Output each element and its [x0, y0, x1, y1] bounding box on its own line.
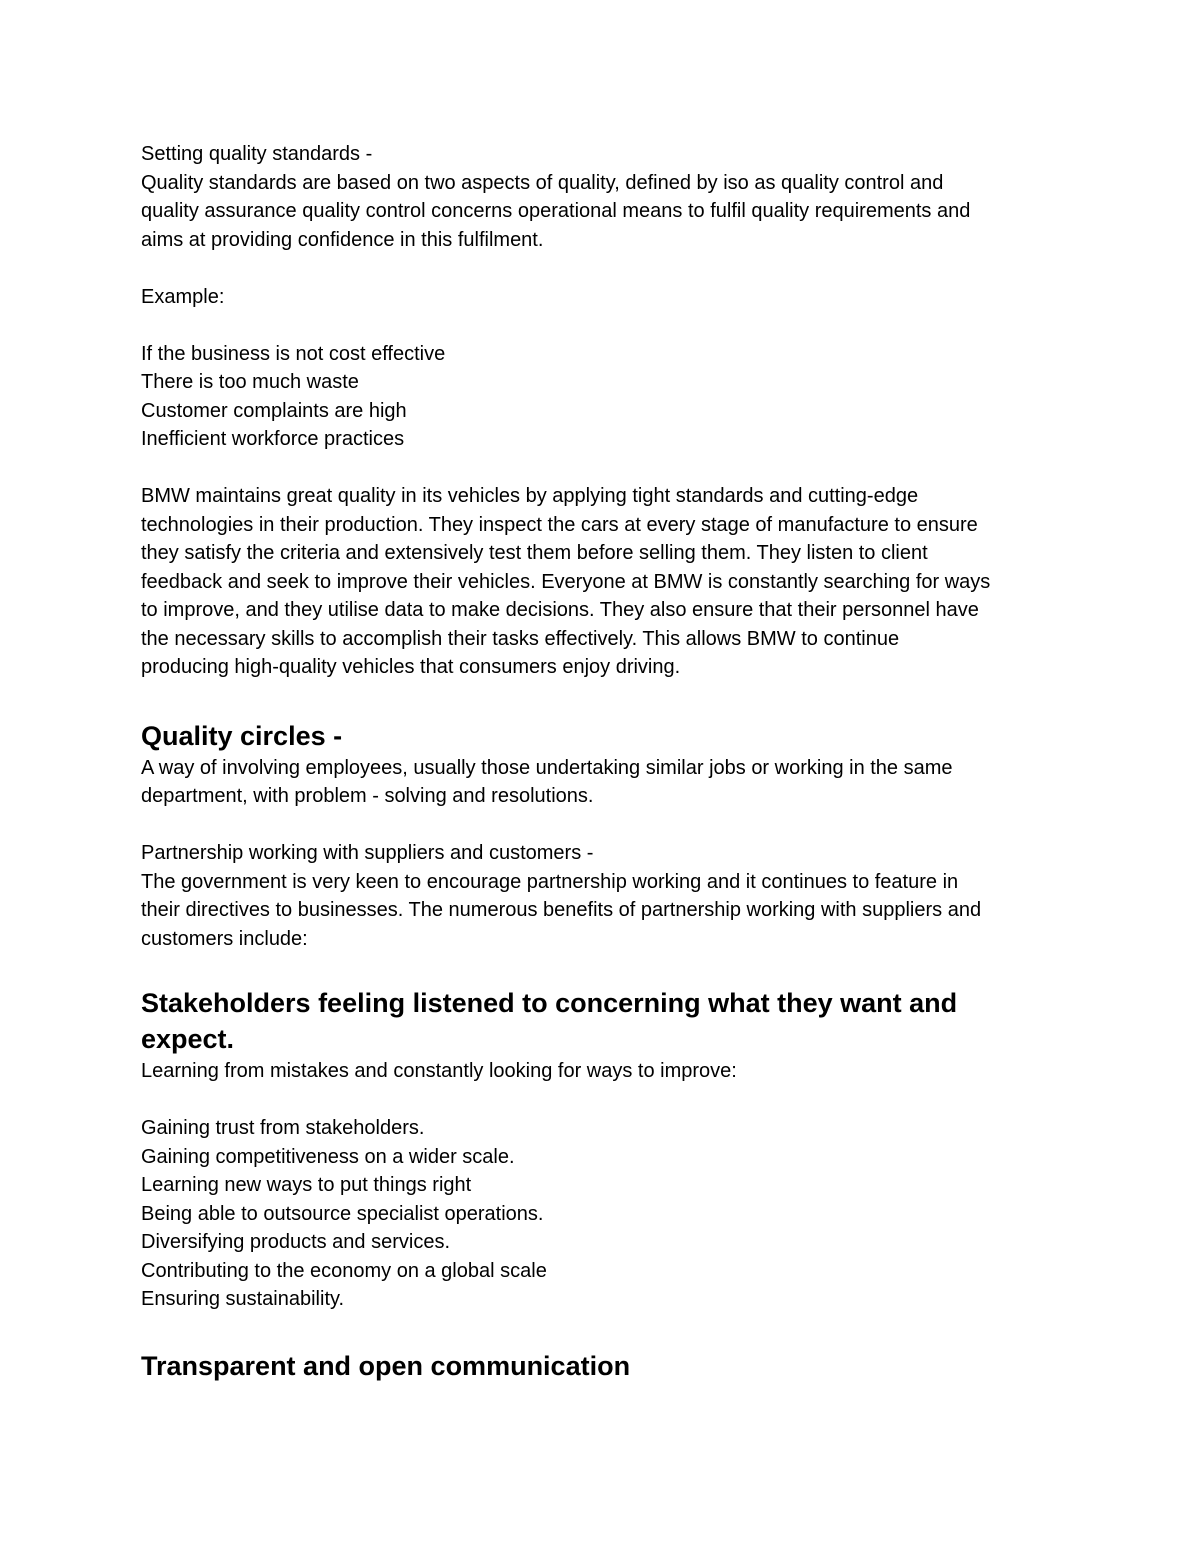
spacer — [141, 953, 1071, 985]
intro-line: Learning from mistakes and constantly looking for ways to improve: — [141, 1060, 737, 1082]
list-item: There is too much waste — [141, 371, 359, 393]
paragraph-line: A way of involving employees, usually those undertaking similar jobs or working in the same — [141, 756, 953, 779]
spacer — [141, 1314, 1071, 1348]
spacer — [141, 811, 1071, 840]
spacer — [141, 454, 1071, 483]
partnership-title: Partnership working with suppliers and customers - — [141, 842, 594, 864]
list-item: Inefficient workforce practices — [141, 428, 405, 450]
list-item: Diversifying products and services. — [141, 1231, 451, 1253]
heading-stakeholders-cont: expect. — [141, 1024, 235, 1054]
paragraph-line: they satisfy the criteria and extensively test them before selling them. They listen to client — [141, 542, 928, 564]
paragraph-line: BMW maintains great quality in its vehicles by applying tight standards and cutting-edge — [141, 485, 919, 507]
paragraph-line: aims at providing confidence in this fulfilment. — [141, 228, 544, 251]
paragraph-line: The government is very keen to encourage partnership working and it continues to feature in — [141, 870, 959, 893]
spacer — [141, 682, 1071, 718]
paragraph-line: producing high-quality vehicles that consumers enjoy driving. — [141, 656, 681, 678]
paragraph-line: technologies in their production. They inspect the cars at every stage of manufacture to ensure — [141, 513, 978, 536]
spacer — [141, 254, 1071, 283]
spacer — [141, 1086, 1071, 1115]
document-page — [141, 140, 1071, 1384]
list-item: Ensuring sustainability. — [141, 1288, 345, 1310]
spacer — [141, 311, 1071, 340]
paragraph-line: Quality standards are based on two aspects of quality, defined by iso as quality control and — [141, 171, 944, 194]
list-item: Being able to outsource specialist operations. — [141, 1202, 544, 1225]
list-item: If the business is not cost effective — [141, 342, 446, 365]
heading-quality-circles: Quality circles - — [141, 720, 343, 751]
example-label: Example: — [141, 285, 225, 308]
section-title-quality-standards: Setting quality standards - — [141, 143, 373, 165]
paragraph-line: customers include: — [141, 927, 308, 950]
paragraph-line: quality assurance quality control concerns operational means to fulfil quality requirements and — [141, 200, 971, 222]
paragraph-line: department, with problem - solving and resolutions. — [141, 785, 594, 807]
paragraph-line: their directives to businesses. The numerous benefits of partnership working with suppliers and — [141, 899, 982, 921]
heading-stakeholders: Stakeholders feeling listened to concerning what they want and — [141, 988, 958, 1018]
list-item: Gaining competitiveness on a wider scale. — [141, 1145, 515, 1168]
paragraph-line: feedback and seek to improve their vehicles. Everyone at BMW is constantly searching for ways — [141, 570, 991, 593]
list-item: Customer complaints are high — [141, 399, 407, 422]
paragraph-line: the necessary skills to accomplish their tasks effectively. This allows BMW to continue — [141, 627, 900, 650]
list-item: Learning new ways to put things right — [141, 1174, 472, 1196]
list-item: Contributing to the economy on a global scale — [141, 1259, 547, 1282]
heading-transparent-communication: Transparent and open communication — [141, 1350, 631, 1381]
paragraph-line: to improve, and they utilise data to make decisions. They also ensure that their personnel have — [141, 599, 979, 621]
list-item: Gaining trust from stakeholders. — [141, 1117, 425, 1139]
